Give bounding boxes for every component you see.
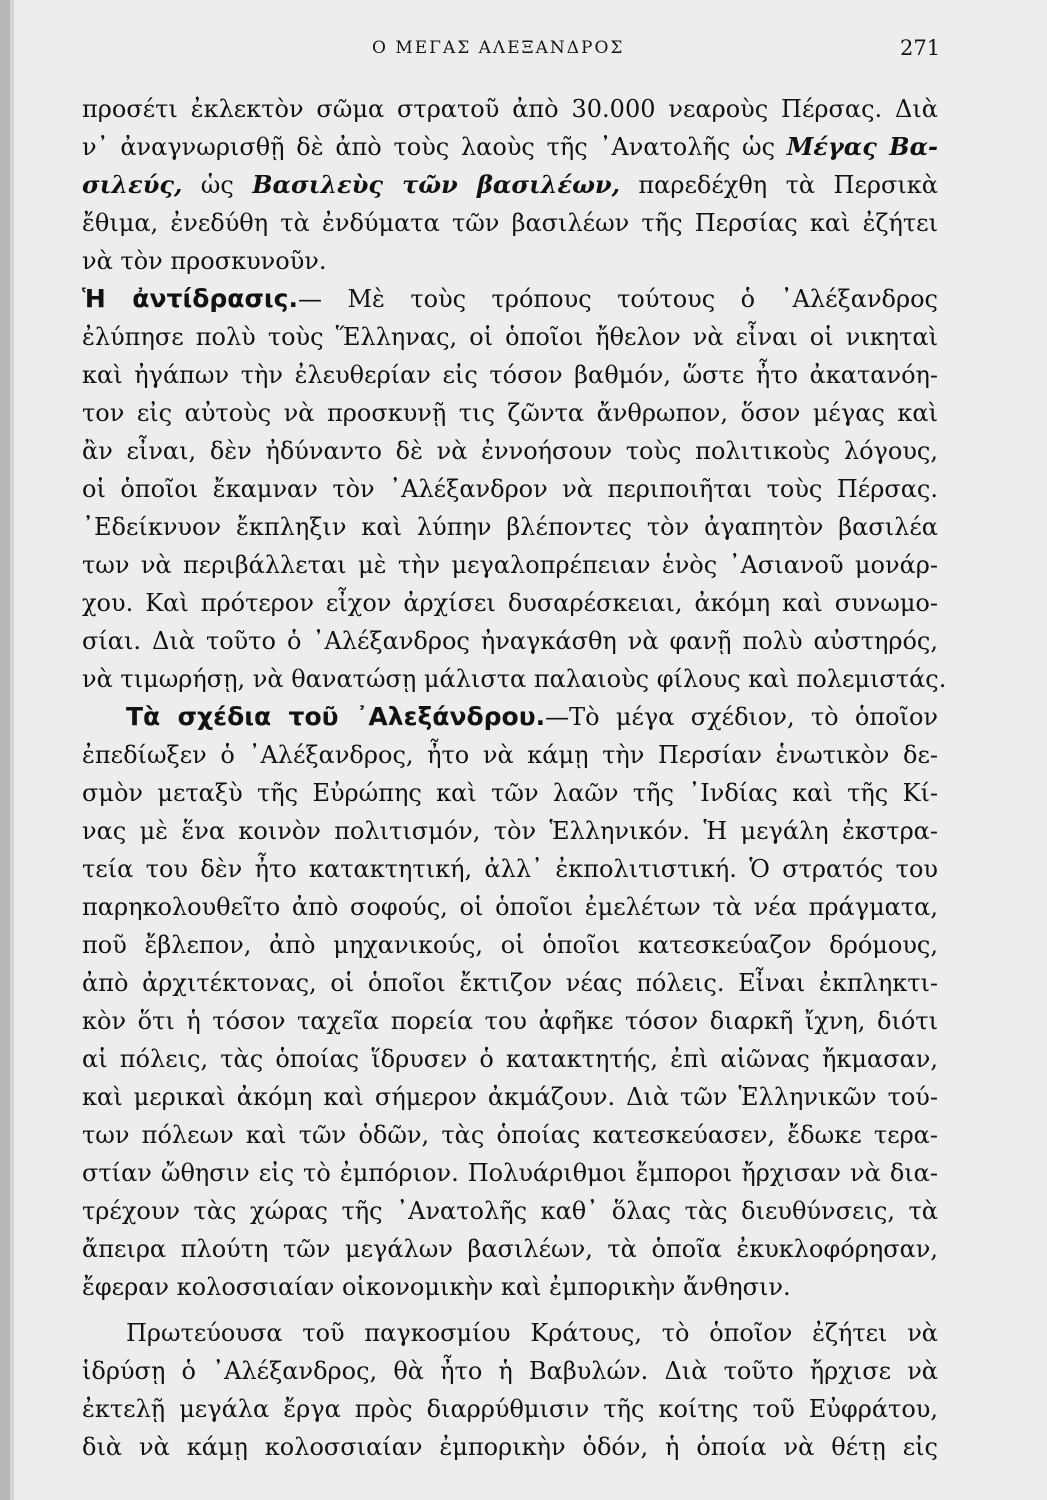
text-line: τεία του δὲν ἦτο κατακτητική, ἀλλ᾿ ἐκπολιτιστική. Ὁ στρατός του: [82, 855, 938, 883]
running-title: Ο ΜΕΓΑΣ ΑΛΕΞΑΝΔΡΟΣ: [372, 38, 625, 58]
text-line: κὸν ὅτι ἡ τόσον ταχεῖα πορεία του ἀφῆκε τόσον διαρκῆ ἴχνη, διότι: [82, 1007, 938, 1035]
text-line: των νὰ περιβάλλεται μὲ τὴν μεγαλοπρέπειαν ἑνὸς ᾿Ασιανοῦ μονάρ-: [82, 551, 938, 579]
page-number: 271: [900, 36, 941, 60]
text-line: ἔθιμα, ἐνεδύθη τὰ ἐνδύματα τῶν βασιλέων τῆς Περσίας καὶ ἐζήτει: [82, 209, 938, 237]
text-line: [82, 128, 938, 166]
text-line: ἐκτελῇ μεγάλα ἔργα πρὸς διαρρύθμισιν τῆς κοίτης τοῦ Εὐφράτου,: [82, 1395, 938, 1423]
text-line: σμὸν μεταξὺ τῆς Εὐρώπης καὶ τῶν λαῶν τῆς ᾿Ινδίας καὶ τῆς Κί-: [82, 779, 938, 807]
text-line: τρέχουν τὰς χώρας τῆς ᾿Ανατολῆς καθ᾿ ὅλας τὰς διευθύνσεις, τὰ: [82, 1197, 938, 1225]
text-line: ἄπειρα πλούτη τῶν μεγάλων βασιλέων, τὰ ὁποῖα ἐκυκλοφόρησαν,: [82, 1235, 938, 1263]
text-line: ποῦ ἔβλεπον, ἀπὸ μηχανικούς, οἱ ὁποῖοι κατεσκεύαζον δρόμους,: [82, 931, 938, 959]
text-line: τον εἰς αὐτοὺς νὰ προσκυνῇ τις ζῶντα ἄνθρωπον, ὅσον μέγας καὶ: [82, 399, 938, 427]
running-head: [0, 38, 1047, 68]
text-span: —Τὸ μέγα σχέδιον, τὸ ὁποῖον: [545, 703, 939, 731]
text-line: [82, 166, 938, 204]
text-line: καὶ μερικαὶ ἀκόμη καὶ σήμερον ἀκμάζουν. Διὰ τῶν Ἑλληνικῶν τού-: [82, 1083, 938, 1111]
text-line: στίαν ὤθησιν εἰς τὸ ἐμπόριον. Πολυάριθμοι ἔμποροι ἤρχισαν νὰ δια-: [82, 1159, 938, 1187]
text-line: προσέτι ἐκλεκτὸν σῶμα στρατοῦ ἀπὸ 30.000 νεαροὺς Πέρσας. Διὰ: [82, 95, 938, 123]
emphasis-text: Βασιλεὺς τῶν βασιλέων,: [252, 170, 620, 199]
text-line: καὶ ἠγάπων τὴν ἐλευθερίαν εἰς τόσον βαθμόν, ὥστε ἦτο ἀκατανόη-: [82, 361, 938, 389]
text-line: ἱδρύσῃ ὁ ᾿Αλέξανδρος, θὰ ἦτο ἡ Βαβυλών. Διὰ τοῦτο ἤρχισε νὰ: [82, 1357, 938, 1385]
text-line: σίαι. Διὰ τοῦτο ὁ ᾿Αλέξανδρος ἠναγκάσθη νὰ φανῇ πολὺ αὐστηρός,: [82, 627, 938, 655]
emphasis-text: σιλεύς,: [82, 170, 183, 199]
text-line: [82, 698, 938, 736]
body-text: [82, 90, 947, 1466]
section-heading: Ἡ ἀντίδρασις.: [82, 284, 298, 313]
text-line: αἱ πόλεις, τὰς ὁποίας ἵδρυσεν ὁ κατακτητής, ἐπὶ αἰῶνας ἤκμασαν,: [82, 1045, 938, 1073]
text-line: ἔφεραν κολοσσιαίαν οἰκονομικὴν καὶ ἐμπορικὴν ἄνθησιν.: [82, 1273, 791, 1301]
text-line: νὰ τιμωρήσῃ, νὰ θανατώσῃ μάλιστα παλαιοὺς φίλους καὶ πολεμιστάς.: [82, 665, 947, 693]
text-line: [82, 280, 938, 318]
text-line: Πρωτεύουσα τοῦ παγκοσμίου Κράτους, τὸ ὁποῖον ἐζήτει νὰ: [126, 1319, 938, 1347]
text-line: νας μὲ ἕνα κοινὸν πολιτισμόν, τὸν Ἑλληνικόν. Ἡ μεγάλη ἐκστρα-: [82, 817, 938, 845]
emphasis-text: Μέγας Βα-: [786, 132, 938, 161]
text-line: ἐπεδίωξεν ὁ ᾿Αλέξανδρος, ἦτο νὰ κάμῃ τὴν Περσίαν ἑνωτικὸν δε-: [82, 741, 938, 769]
text-line: νὰ τὸν προσκυνοῦν.: [82, 247, 327, 275]
text-span: ὡς: [182, 171, 253, 199]
text-span: — Μὲ τοὺς τρόπους τούτους ὁ ᾿Αλέξανδρος: [297, 285, 938, 313]
text-span: ν᾿ ἀναγνωρισθῇ δὲ ἀπὸ τοὺς λαοὺς τῆς ᾿Ανατολῆς ὡς: [82, 133, 787, 161]
text-span: παρεδέχθη τὰ Περσικὰ: [619, 171, 939, 199]
text-line: διὰ νὰ κάμῃ κολοσσιαίαν ἐμπορικὴν ὁδόν, ἡ ὁποία νὰ θέτῃ εἰς: [82, 1433, 938, 1461]
text-line: παρηκολουθεῖτο ἀπὸ σοφούς, οἱ ὁποῖοι ἐμελέτων τὰ νέα πράγματα,: [82, 893, 938, 921]
section-heading: Τὰ σχέδια τοῦ ᾿Αλεξάνδρου.: [126, 702, 546, 731]
text-line: οἱ ὁποῖοι ἔκαμναν τὸν ᾿Αλέξανδρον νὰ περιποιῆται τοὺς Πέρσας.: [82, 475, 938, 503]
text-line: ἐλύπησε πολὺ τοὺς Ἕλληνας, οἱ ὁποῖοι ἤθελον νὰ εἶναι οἱ νικηταὶ: [82, 323, 938, 351]
text-line: χου. Καὶ πρότερον εἶχον ἀρχίσει δυσαρέσκειαι, ἀκόμη καὶ συνωμο-: [82, 589, 938, 617]
text-line: των πόλεων καὶ τῶν ὁδῶν, τὰς ὁποίας κατεσκεύασεν, ἔδωκε τερα-: [82, 1121, 938, 1149]
text-line: ἀπὸ ἀρχιτέκτονας, οἱ ὁποῖοι ἔκτιζον νέας πόλεις. Εἶναι ἐκπληκτι-: [82, 969, 938, 997]
text-line: ᾿Εδείκνυον ἔκπληξιν καὶ λύπην βλέποντες τὸν ἀγαπητὸν βασιλέα: [82, 513, 938, 541]
text-line: ἂν εἶναι, δὲν ἠδύναντο δὲ νὰ ἐννοήσουν τοὺς πολιτικοὺς λόγους,: [82, 437, 938, 465]
